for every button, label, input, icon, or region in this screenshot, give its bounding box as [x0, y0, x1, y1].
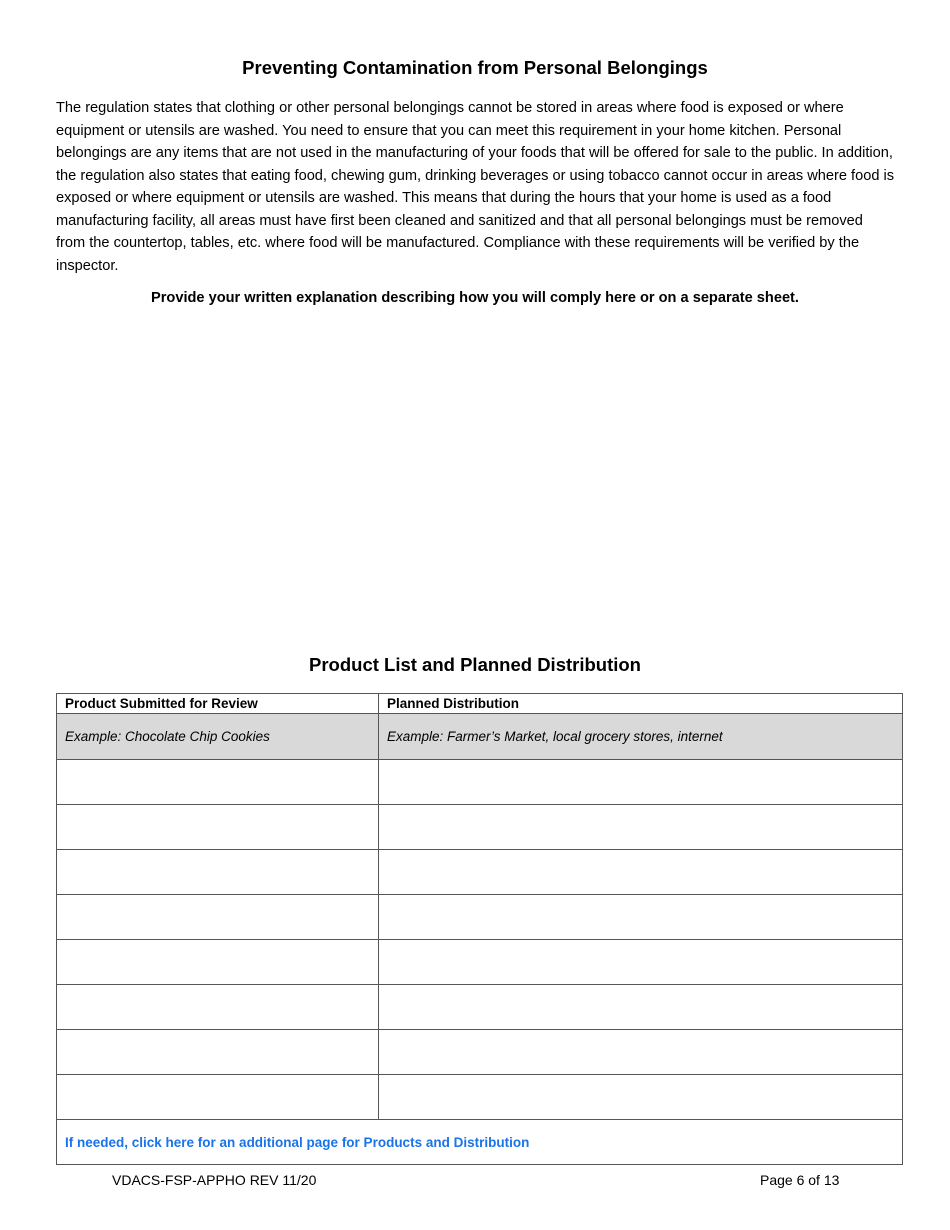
section-title-personal-belongings: Preventing Contamination from Personal Belongings — [242, 57, 708, 78]
header-distribution: Planned Distribution — [379, 694, 903, 714]
product-field[interactable] — [57, 760, 379, 805]
example-product: Example: Chocolate Chip Cookies — [57, 714, 379, 760]
product-distribution-table — [56, 693, 903, 1165]
table-row — [57, 940, 903, 985]
additional-page-link[interactable]: If needed, click here for an additional page for Products and Distribution — [57, 1120, 903, 1165]
additional-page-row — [57, 1120, 903, 1165]
table-row — [57, 1075, 903, 1120]
table-row — [57, 760, 903, 805]
product-field[interactable] — [57, 985, 379, 1030]
distribution-field[interactable] — [379, 760, 903, 805]
distribution-field[interactable] — [379, 850, 903, 895]
explanation-instruction: Provide your written explanation describing how you will comply here or on a separate sheet. — [151, 290, 799, 306]
table-row — [57, 850, 903, 895]
product-field[interactable] — [57, 895, 379, 940]
distribution-field[interactable] — [379, 940, 903, 985]
product-field[interactable] — [57, 805, 379, 850]
product-field[interactable] — [57, 1030, 379, 1075]
page-number: Page 6 of 13 — [760, 1172, 840, 1188]
product-field[interactable] — [57, 850, 379, 895]
example-distribution: Example: Farmer’s Market, local grocery stores, internet — [379, 714, 903, 760]
distribution-field[interactable] — [379, 805, 903, 850]
form-id: VDACS-FSP-APPHO REV 11/20 — [112, 1172, 317, 1188]
product-field[interactable] — [57, 940, 379, 985]
table-row — [57, 1030, 903, 1075]
product-field[interactable] — [57, 1075, 379, 1120]
section-title-product-list: Product List and Planned Distribution — [309, 654, 641, 675]
table-row — [57, 985, 903, 1030]
distribution-field[interactable] — [379, 895, 903, 940]
table-row — [57, 895, 903, 940]
distribution-field[interactable] — [379, 1075, 903, 1120]
table-row — [57, 805, 903, 850]
distribution-field[interactable] — [379, 1030, 903, 1075]
written-explanation-area[interactable] — [56, 318, 902, 638]
regulation-paragraph: The regulation states that clothing or other personal belongings cannot be stored in areas where food is exposed or where equipment or utensils are washed. You need to ensure that you can meet this requirement in your home kitchen. Personal belongings are any items that are not used in the manufacturing of your foods that will be offered for sale to the public. In addition, the regulation also states that eating food, chewing gum, drinking beverages or using tobacco cannot occur in areas where food is exposed or where equipment or utensils are washed. This means that during the hours that your home is used as a food manufacturing facility, all areas must have first been cleaned and sanitized and that all personal belongings must be removed from the countertop, tables, etc. where food will be manufactured. Compliance with these requirements will be verified by the inspector. — [56, 100, 895, 274]
example-row — [57, 714, 903, 760]
table-header-row — [57, 694, 903, 714]
distribution-field[interactable] — [379, 985, 903, 1030]
header-product: Product Submitted for Review — [57, 694, 379, 714]
